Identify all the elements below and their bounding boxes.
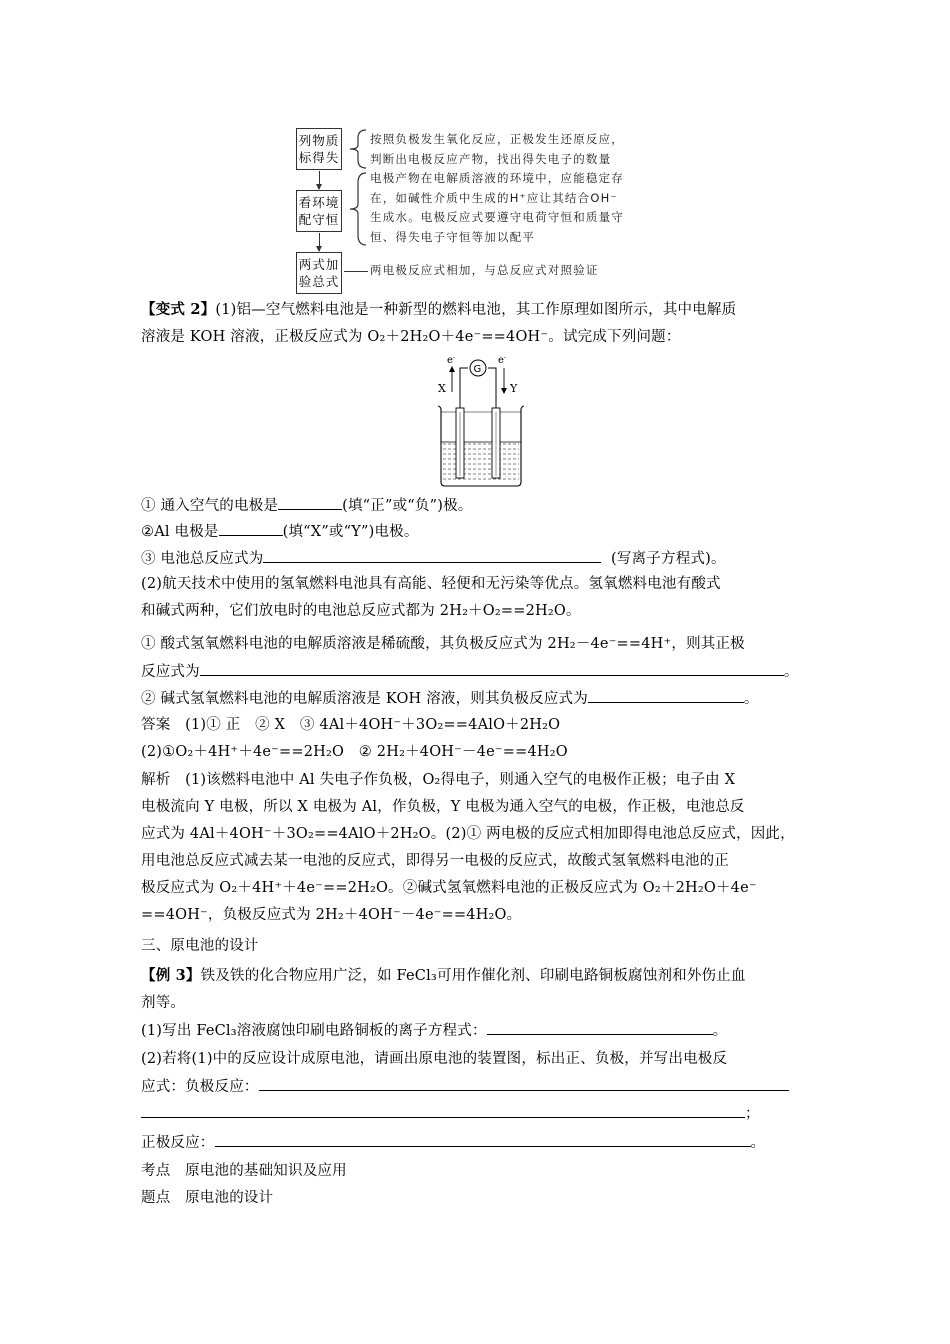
q-text: 反应式为	[141, 664, 200, 680]
flow-step-1-box	[296, 128, 342, 170]
galvanometer-label: G	[473, 364, 482, 375]
electrode-y-label: Y	[510, 382, 518, 395]
example3-q2-line4	[141, 1130, 765, 1155]
answer-blank[interactable]	[215, 1130, 751, 1147]
example-tag: 【例 3】	[141, 967, 201, 984]
analysis-line: 电极流向 Y 电极，所以 X 电极为 Al，作负极，Y 电极为通入空气的电极，作正极，电池总反	[141, 799, 745, 815]
svg-text:-: -	[453, 354, 456, 361]
analysis-line: 应式为 4Al＋4OH⁻＋3O₂==4AlO＋2H₂O。(2)① 两电极的反应式相加即得电池总反应式，因此，	[141, 826, 795, 842]
example3-q2-line2	[141, 1074, 789, 1099]
connector-line	[344, 271, 368, 272]
answer-blank[interactable]	[487, 1018, 713, 1035]
example3-intro-line1	[141, 964, 746, 988]
analysis-line: 解析 (1)该燃料电池中 Al 失电子作负极，O₂得电子，则通入空气的电极作正极；电子由 X	[141, 772, 736, 788]
flow-step-3-box	[296, 252, 342, 294]
kaodian-line: 考点 原电池的基础知识及应用	[141, 1163, 347, 1179]
tidian-line: 题点 原电池的设计	[141, 1190, 274, 1206]
q-text: 。	[750, 1135, 766, 1151]
q-text: 。	[712, 1023, 728, 1039]
flow-desc-line: 判断出电极反应产物，找出得失电子的数量	[370, 151, 612, 166]
variant2-q1	[141, 493, 472, 518]
q-text: ② 碱式氢氧燃料电池的电解质溶液是 KOH 溶液，则其负极反应式为	[141, 691, 588, 707]
q-text: (填“正”或“负”)极。	[342, 498, 473, 514]
analysis-line: 用电池总反应式减去某一电池的反应式，即得另一电极的反应式，故酸式氢氧燃料电池的正	[141, 853, 729, 869]
answer-blank[interactable]	[278, 493, 342, 510]
q-text: (填“X”或“Y”)电极。	[282, 524, 419, 540]
flow-desc-line: 两电极反应式相加，与总反应式对照验证	[370, 263, 599, 277]
q-text: (1)写出 FeCl₃溶液腐蚀印刷电路铜板的离子方程式：	[141, 1023, 487, 1039]
variant2-intro-line1	[141, 298, 736, 322]
flow-step-2-box	[296, 190, 342, 232]
flow-desc-line: 在，如碱性介质中生成的H⁺应让其结合OH⁻	[370, 190, 618, 205]
variant2-p2-q1-line1: ① 酸式氢氧燃料电池的电解质溶液是稀硫酸，其负极反应式为 2H₂－4e⁻==4H⁺，则其正极	[141, 636, 745, 652]
example3-q2-line1: (2)若将(1)中的反应设计成原电池，请画出原电池的装置图，标出正、负极，并写出电极反	[141, 1051, 728, 1067]
flow-step-3-line2: 验总式	[298, 274, 340, 289]
flow-step-3-line1: 两式加	[298, 257, 340, 272]
variant-intro: (1)铝—空气燃料电池是一种新型的燃料电池，其工作原理如图所示，其中电解质	[215, 302, 737, 318]
variant2-p2-q1-line2	[141, 659, 799, 684]
q-text: ；	[745, 1106, 760, 1122]
variant2-p2-line2: 和碱式两种，它们放电时的电池总反应式都为 2H₂＋O₂==2H₂O。	[141, 603, 581, 619]
flow-desc-line: 按照负极发生氧化反应，正极发生还原反应，	[370, 132, 624, 146]
flow-step-1-desc	[370, 130, 624, 169]
flow-desc-line: 恒、得失电子守恒等加以配平	[370, 229, 536, 244]
example3-q2-line3	[141, 1101, 760, 1126]
example3-intro-line2: 剂等。	[141, 995, 186, 1011]
answer-blank[interactable]	[263, 546, 601, 563]
svg-text:-: -	[504, 354, 507, 361]
answer-blank[interactable]	[219, 519, 283, 536]
analysis-line: ==4OH⁻，负极反应式为 2H₂＋4OH⁻－4e⁻==4H₂O。	[141, 907, 522, 923]
flow-step-2-line2: 配守恒	[298, 212, 340, 227]
answer-blank[interactable]	[141, 1101, 745, 1118]
answer-line2: (2)①O₂＋4H⁺＋4e⁻==2H₂O ② 2H₂＋4OH⁻－4e⁻==4H₂O	[141, 744, 568, 760]
left-brace-icon	[346, 171, 370, 247]
variant2-q2	[141, 519, 419, 544]
example3-q1	[141, 1018, 727, 1043]
battery-apparatus-figure	[432, 352, 532, 490]
variant-tag: 【变式 2】	[141, 301, 216, 318]
arrow-down-icon	[319, 233, 320, 251]
flow-step-1-line1: 列物质	[298, 133, 340, 148]
q-text: (写离子方程式)。	[611, 551, 726, 567]
electrode-x-label: X	[438, 382, 446, 395]
answer-blank[interactable]	[259, 1074, 789, 1091]
answer-blank[interactable]	[588, 686, 744, 703]
variant2-q3	[141, 546, 726, 571]
q-text: 铁及铁的化合物应用广泛，如 FeCl₃可用作催化剂、印刷电路铜板腐蚀剂和外伤止血	[200, 968, 746, 984]
analysis-line: 极反应式为 O₂＋4H⁺＋4e⁻==2H₂O。②碱式氢氧燃料电池的正极反应式为 O₂＋2H₂O＋4e⁻	[141, 880, 757, 896]
answer-blank[interactable]	[200, 659, 784, 676]
flow-desc-line: 电极产物在电解质溶液的环境中，应能稳定存	[370, 171, 624, 185]
section-heading: 三、原电池的设计	[141, 938, 259, 954]
variant2-p2-line1: (2)航天技术中使用的氢氧燃料电池具有高能、轻便和无污染等优点。氢氧燃料电池有酸式	[141, 576, 721, 592]
q-text: 。	[783, 664, 799, 680]
electron-label-right: e	[498, 355, 504, 366]
flow-step-2-desc	[370, 169, 624, 247]
variant2-p2-q2	[141, 686, 759, 711]
q-text: 应式：负极反应：	[141, 1079, 259, 1095]
q-text: ① 通入空气的电极是	[141, 498, 279, 514]
flow-desc-line: 生成水。电极反应式要遵守电荷守恒和质量守	[370, 210, 624, 224]
flow-step-2-line1: 看环境	[298, 195, 340, 210]
flow-step-3-desc	[370, 261, 599, 281]
left-brace-icon	[346, 128, 370, 170]
q-text: 正极反应：	[141, 1135, 215, 1151]
q-text: 。	[743, 691, 759, 707]
arrow-down-icon	[319, 171, 320, 189]
q-text: ②Al 电极是	[141, 524, 219, 540]
method-flowchart	[290, 124, 650, 294]
answer-line1: 答案 (1)① 正 ② X ③ 4Al＋4OH⁻＋3O₂==4AlO＋2H₂O	[141, 717, 561, 733]
electron-label-left: e	[447, 355, 453, 366]
flow-step-1-line2: 标得失	[298, 150, 340, 165]
q-text: ③ 电池总反应式为	[141, 551, 264, 567]
variant2-intro-line2: 溶液是 KOH 溶液，正极反应式为 O₂＋2H₂O＋4e⁻==4OH⁻。试完成下列问题：	[141, 329, 681, 345]
